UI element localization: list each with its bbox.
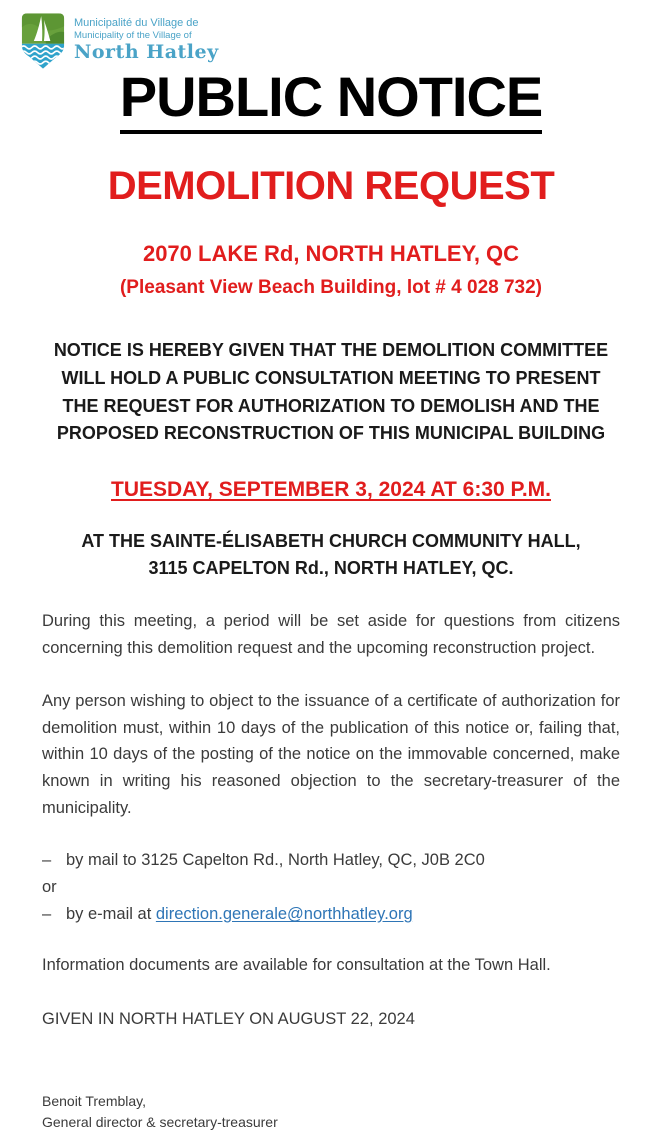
meeting-datetime: TUESDAY, SEPTEMBER 3, 2024 AT 6:30 P.M. (111, 478, 551, 502)
announcement-text: NOTICE IS HEREBY GIVEN THAT THE DEMOLITION COMMITTEE WILL HOLD A PUBLIC CONSULTATION MEETING TO PRESENT THE REQUEST FOR AUTHORIZATION TO DEMOLISH AND THE PROPOSED RECONSTRUCTION OF THIS MUNICIPAL BUILDING (53, 339, 609, 444)
info-documents-line: Information documents are available for consultation at the Town Hall. (42, 955, 551, 974)
contact-item-mail (42, 847, 620, 874)
property-lot-info: (Pleasant View Beach Building, lot # 4 028 732) (119, 276, 543, 298)
contact-item-email (42, 901, 620, 928)
meeting-location-line2: 3115 CAPELTON Rd., NORTH HATLEY, QC. (148, 558, 514, 579)
municipal-logo (20, 12, 620, 72)
given-date-line: GIVEN IN NORTH HATLEY ON AUGUST 22, 2024 (42, 1010, 415, 1029)
sailboat-shield-icon (20, 12, 66, 70)
paragraph-objection: Any person wishing to object to the issuance of a certificate of authorization for demolition must, within 10 days of the publication of this notice or, failing that, within 10 days of the posting of the notice on the immovable concerned, make known in writing his reasoned objection to the secretary-treasurer of the municipality. (42, 691, 620, 817)
signature-name: Benoit Tremblay, (42, 1092, 147, 1109)
meeting-location-line1: AT THE SAINTE-ÉLISABETH CHURCH COMMUNITY HALL, (81, 531, 581, 552)
logo-wordmark (74, 12, 219, 65)
signature-title: General director & secretary-treasurer (42, 1113, 278, 1130)
logo-org-fr: Municipalité du Village de (74, 17, 199, 29)
notice-subtitle: DEMOLITION REQUEST (107, 163, 555, 208)
contact-separator: or (42, 878, 57, 897)
dash-bullet: – (42, 851, 52, 870)
contact-email-text (66, 901, 413, 928)
meeting-location (42, 528, 620, 582)
contact-mail-text: by mail to 3125 Capelton Rd., North Hatley, QC, J0B 2C0 (66, 851, 485, 870)
property-address: 2070 LAKE Rd, NORTH HATLEY, QC (142, 240, 520, 266)
signature-block (42, 1091, 620, 1133)
email-link[interactable]: direction.generale@northhatley.org (155, 904, 413, 923)
contact-methods-list (42, 847, 620, 927)
contact-email-prefix: by e-mail at (66, 904, 156, 923)
dash-bullet: – (42, 904, 52, 923)
page-title: PUBLIC NOTICE (120, 68, 543, 134)
paragraph-questions: During this meeting, a period will be set aside for questions from citizens concerning this demolition request and the upcoming reconstruction project. (42, 612, 620, 658)
logo-org-name: North Hatley (74, 41, 219, 64)
logo-org-en: Municipality of the Village of (74, 29, 192, 41)
